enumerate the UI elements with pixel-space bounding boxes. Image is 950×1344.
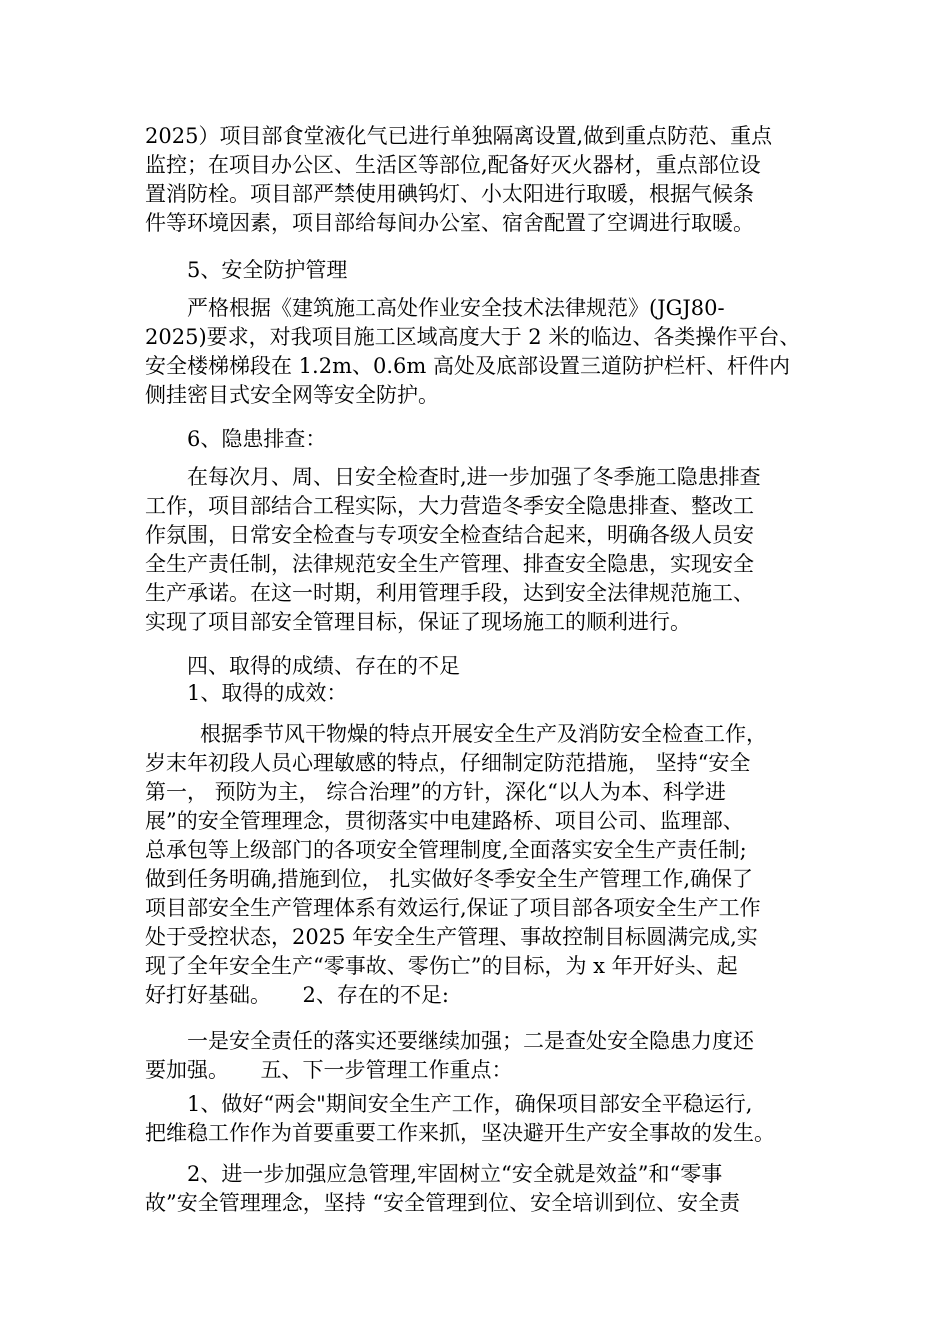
text-line: 2、进一步加强应急管理,牢固树立“安全就是效益”和“零事 [187,1162,723,1186]
text-line: 侧挂密目式安全网等安全防护。 [145,383,439,407]
text-line: 全生产责任制，法律规范安全生产管理、排查安全隐患，实现安全 [145,552,754,576]
text-line: 好打好基础。 2、存在的不足: [145,983,449,1007]
text-line: 安全楼梯梯段在 1.2m、0.6m 高处及底部设置三道防护栏杆、杆件内 [145,354,790,378]
text-line: 岁末年初段人员心理敏感的特点，仔细制定防范措施， 坚持“安全 [145,751,751,775]
text-line: 生产承诺。在这一时期，利用管理手段，达到安全法律规范施工、 [145,581,754,605]
text-line: 置消防栓。项目部严禁使用碘钨灯、小太阳进行取暖，根据气候条 [145,182,754,206]
text-line: 一是安全责任的落实还要继续加强；二是查处安全隐患力度还 [187,1029,754,1053]
text-line: 监控；在项目办公区、生活区等部位,配备好灭火器材，重点部位设 [145,153,761,177]
text-line: 工作，项目部结合工程实际，大力营造冬季安全隐患排查、整改工 [145,494,754,518]
section-heading: 1、取得的成效： [187,681,348,705]
text-line: 严格根据《建筑施工高处作业安全技术法律规范》(JGJ80- [187,296,725,320]
text-line: 根据季节风干物燥的特点开展安全生产及消防安全检查工作， [200,722,767,746]
text-line: 做到任务明确,措施到位， 扎实做好冬季安全生产管理工作,确保了 [145,867,754,891]
text-line: 第一， 预防为主， 综合治理”的方针，深化“以人为本、科学进 [145,780,726,804]
text-line: 展”的安全管理理念，贯彻落实中电建路桥、项目公司、监理部、 [145,809,744,833]
text-line: 2025)要求，对我项目施工区域高度大于 2 米的临边、各类操作平台、 [145,325,801,349]
text-line: 在每次月、周、日安全检查时,进一步加强了冬季施工隐患排查 [187,465,761,489]
section-heading: 6、隐患排查： [187,427,327,451]
text-line: 现了全年安全生产“零事故、零伤亡”的目标，为 x 年开好头、起 [145,954,738,978]
text-line: 作氛围，日常安全检查与专项安全检查结合起来，明确各级人员安 [145,523,754,547]
text-line: 件等环境因素，项目部给每间办公室、宿舍配置了空调进行取暖。 [145,211,754,235]
text-line: 把维稳工作作为首要重要工作来抓，坚决避开生产安全事故的发生。 [145,1121,775,1145]
section-heading: 5、安全防护管理 [187,258,348,282]
section-heading: 四、取得的成绩、存在的不足 [187,654,460,678]
text-line: 项目部安全生产管理体系有效运行,保证了项目部各项安全生产工作 [145,896,761,920]
text-line: 2025）项目部食堂液化气已进行单独隔离设置,做到重点防范、重点 [145,124,773,148]
text-line: 1、做好“两会"期间安全生产工作，确保项目部安全平稳运行, [187,1092,753,1116]
text-line: 处于受控状态，2025 年安全生产管理、事故控制目标圆满完成,实 [145,925,758,949]
text-line: 实现了项目部安全管理目标，保证了现场施工的顺利进行。 [145,610,691,634]
text-line: 总承包等上级部门的各项安全管理制度,全面落实安全生产责任制; [145,838,747,862]
text-line: 故”安全管理理念，坚持 “安全管理到位、安全培训到位、安全责 [145,1191,741,1215]
text-line: 要加强。 五、下一步管理工作重点： [145,1058,513,1082]
